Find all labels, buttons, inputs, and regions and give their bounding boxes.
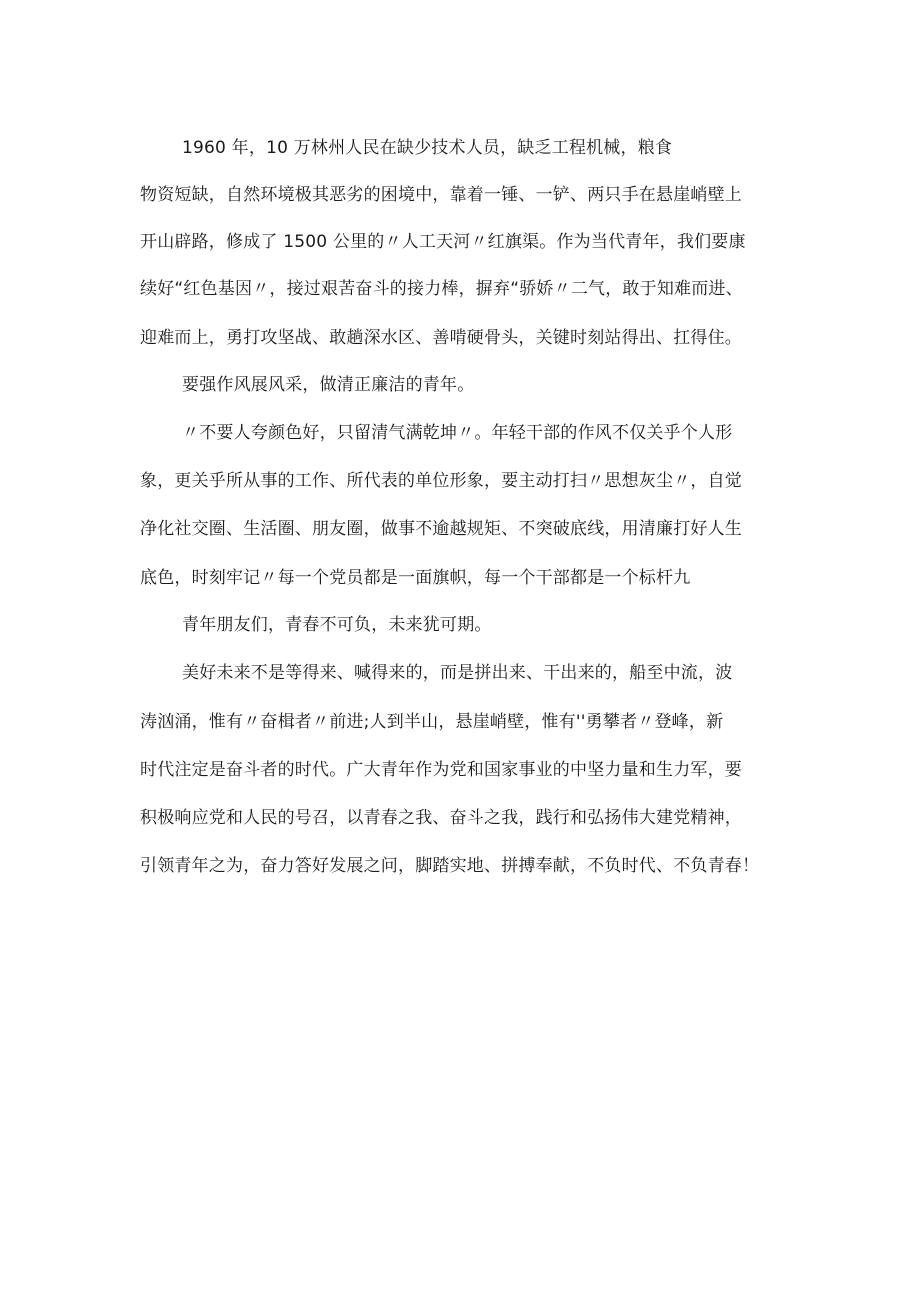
text-line-8: 象，更关乎所从事的工作、所代表的单位形象，要主动打扫〃思想灰尘〃，自觉 bbox=[140, 471, 742, 491]
text-line-9: 净化社交圈、生活圈、朋友圈，做事不逾越规矩、不突破底线，用清廉打好人生 bbox=[140, 519, 742, 539]
text-line-16: 引领青年之为，奋力答好发展之问，脚踏实地、拼搏奉献，不负时代、不负青春！ bbox=[140, 856, 760, 876]
text-line-2: 物资短缺，自然环境极其恶劣的困境中，靠着一锤、一铲、两只手在悬崖峭壁上 bbox=[140, 185, 742, 205]
text-line-15: 积极响应党和人民的号召，以青春之我、奋斗之我，践行和弘扬伟大建党精神， bbox=[140, 808, 742, 828]
text-line-11: 青年朋友们，青春不可负，未来犹可期。 bbox=[182, 615, 492, 635]
text-line-13: 涛汹涌，惟有〃奋楫者〃前进;人到半山，悬崖峭壁，惟有''勇攀者〃登峰，新 bbox=[140, 712, 724, 732]
text-line-5: 迎难而上，勇打攻坚战、敢趟深水区、善啃硬骨头，关键时刻站得出、扛得住。 bbox=[140, 328, 742, 348]
text-line-14: 时代注定是奋斗者的时代。广大青年作为党和国家事业的中坚力量和生力军，要 bbox=[140, 760, 742, 780]
text-line-10: 底色，时刻牢记〃每一个党员都是一面旗帜，每一个干部都是一个标杆九 bbox=[140, 568, 691, 588]
text-line-3: 开山辟路，修成了 1500 公里的〃人工天河〃红旗渠。作为当代青年，我们要康 bbox=[140, 232, 746, 252]
text-line-7: 〃不要人夸颜色好，只留清气满乾坤〃。年轻干部的作风不仅关乎个人形 bbox=[182, 423, 733, 443]
text-line-6: 要强作风展风采，做清正廉洁的青年。 bbox=[182, 375, 475, 395]
text-line-4: 续好“红色基因〃，接过艰苦奋斗的接力棒，摒弃“骄娇〃二气，敢于知难而进、 bbox=[140, 279, 743, 299]
text-line-1: 1960 年，10 万林州人民在缺少技术人员，缺乏工程机械，粮食 bbox=[182, 138, 673, 158]
text-line-12: 美好未来不是等得来、喊得来的，而是拼出来、干出来的，船至中流，波 bbox=[182, 663, 733, 683]
